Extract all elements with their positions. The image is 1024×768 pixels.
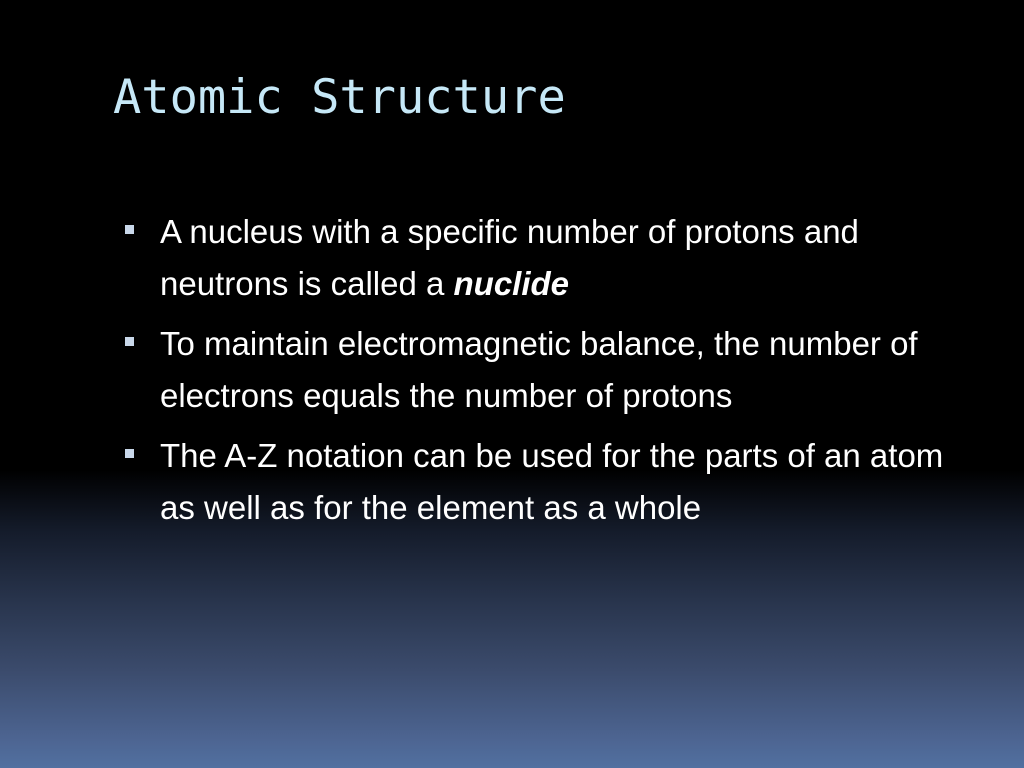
bullet-text: The A-Z notation can be used for the parts of an atom as well as for the element as a whole (160, 437, 944, 526)
square-bullet-icon (125, 225, 134, 234)
bullet-item (120, 318, 980, 422)
slide-title: Atomic Structure (113, 70, 566, 125)
square-bullet-icon (125, 337, 134, 346)
square-bullet-icon (125, 449, 134, 458)
bullet-item (120, 430, 980, 534)
bullet-emphasis-term: nuclide (453, 265, 570, 302)
bullet-text: A nucleus with a specific number of protons and neutrons is called a (160, 213, 859, 302)
bullet-list (120, 206, 980, 542)
bullet-text: To maintain electromagnetic balance, the number of electrons equals the number of protons (160, 325, 918, 414)
bullet-item (120, 206, 980, 310)
